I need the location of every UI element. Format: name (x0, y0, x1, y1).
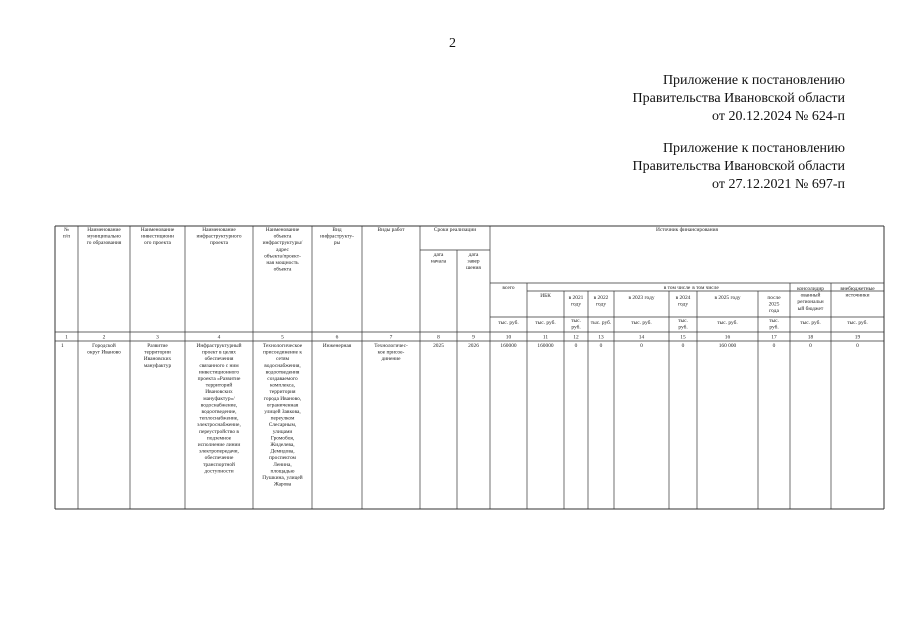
header-start-date: дата начала (430, 252, 447, 265)
appendix-original-line3: от 27.12.2021 № 697-п (712, 177, 845, 192)
row-infra-object: Технологическое присоединение к сетям водоснабжения, водоотведения создаваемого комплекса, территория города Иваново, ограниченная улицей Завкова, переулком Слесарным, улицами Громобоя, Жиделева, Демидова, проспектом Ленина, площадью Пушкина, улицей Жарова (262, 343, 303, 488)
column-number-1: 1 (65, 334, 68, 341)
row-works: Технологичес-кое присое-динение (374, 343, 408, 363)
row-invest-project: Развитие территории Ивановских мануфактур (143, 343, 172, 369)
column-number-2: 2 (102, 334, 106, 341)
unit-2024: тыс. руб. (678, 318, 688, 331)
header-deadlines: Сроки реализации (433, 227, 477, 233)
header-works: Виды работ (377, 227, 405, 233)
row-ibk: 160000 (537, 343, 554, 349)
header-total: всего (502, 285, 515, 291)
row-after-2025: 0 (772, 343, 776, 349)
header-num: № п/п (62, 227, 71, 240)
header-ibk: ИБК (540, 293, 551, 299)
appendix-original-line1: Приложение к постановлению (662, 141, 845, 156)
column-number-16: 16 (724, 334, 731, 341)
row-2024: 0 (681, 343, 685, 349)
column-number-7: 7 (389, 334, 393, 341)
column-number-6: 6 (335, 334, 339, 341)
row-municipality: Городской округ Иваново (87, 343, 121, 356)
header-2021: в 2021 году (568, 295, 584, 308)
header-infra-project: Наименование инфраструктурного проекта (196, 227, 242, 247)
row-infra-type: Инженерная (322, 343, 352, 349)
appendix-current-line2: Правительства Ивановской области (632, 91, 845, 106)
header-funding-source: Источник финансирования (656, 227, 718, 233)
unit-2021: тыс. руб. (571, 318, 581, 331)
header-including-inner: в том числе (663, 285, 691, 291)
column-number-11: 11 (542, 334, 549, 341)
column-number-5: 5 (281, 334, 284, 341)
row-num: 1 (61, 343, 64, 349)
column-number-14: 14 (638, 334, 645, 341)
column-number-10: 10 (505, 334, 512, 341)
header-2024: в 2024 году (675, 295, 691, 308)
header-infra-object: Наименование объекта инфраструктуры/ адрес объекта/проект-ная мощность объекта (262, 227, 303, 273)
unit-consolidated: тыс. руб. (800, 320, 821, 326)
row-2022: 0 (599, 343, 603, 349)
unit-total: тыс. руб. (498, 320, 519, 326)
header-invest-project: Наименование инвестиционн ого проекта (140, 227, 175, 247)
appendix-original-line2: Правительства Ивановской области (632, 159, 845, 174)
row-2021: 0 (574, 343, 578, 349)
column-number-17: 17 (771, 334, 777, 341)
page-number: 2 (449, 36, 456, 51)
column-number-19: 19 (854, 334, 861, 341)
row-infra-project: Инфраструктурный проект в целях обеспечения связанного с ним инвестиционного проекта «Развитие территорий Ивановских мануфактур»/ водоснабжение, водоотведение, теплоснабжение, электроснабжение, переустройство в подземное исполнение линии электропередачи, обеспечение транспортной доступности (196, 343, 242, 475)
header-municipality: Наименование муниципально го образования (86, 227, 122, 247)
unit-2025: тыс. руб. (717, 320, 738, 326)
unit-after-2025: тыс. руб. (769, 318, 779, 331)
header-2023: в 2023 году (628, 295, 655, 301)
row-end-year: 2026 (468, 343, 479, 349)
row-total: 160000 (500, 343, 517, 349)
column-number-3: 3 (156, 334, 159, 341)
column-number-12: 12 (573, 334, 579, 341)
unit-2022: тыс. руб. (590, 320, 612, 326)
unit-ibk: тыс. руб. (535, 320, 556, 326)
row-consolidated: 0 (809, 343, 812, 349)
header-after-2025: после 2025 года (767, 295, 781, 315)
header-infra-type: Вид инфраструкту-ры (320, 227, 354, 247)
header-2022: в 2022 году (593, 295, 609, 308)
column-number-9: 9 (472, 334, 475, 341)
row-start-year: 2025 (433, 343, 444, 349)
row-2023: 0 (640, 343, 643, 349)
unit-extra: тыс. руб. (847, 320, 868, 326)
appendix-current-line3: от 20.12.2024 № 624-п (712, 109, 845, 124)
column-number-13: 13 (598, 334, 604, 341)
header-consolidated-budget: консолидир ованный региональн ый бюджет (797, 286, 824, 312)
header-2025: в 2025 году (714, 295, 741, 301)
row-2025: 160 000 (718, 343, 737, 349)
header-including: в том числе (692, 285, 719, 291)
row-extra: 0 (856, 343, 859, 349)
column-number-4: 4 (217, 334, 221, 341)
column-number-15: 15 (680, 334, 686, 341)
column-number-8: 8 (437, 334, 440, 341)
header-extrabudget: внебюджетные источники (840, 286, 875, 299)
column-number-18: 18 (807, 334, 814, 341)
appendix-current-line1: Приложение к постановлению (662, 73, 845, 88)
header-end-date: дата завер шения (466, 252, 481, 272)
unit-2023: тыс. руб. (631, 320, 652, 326)
